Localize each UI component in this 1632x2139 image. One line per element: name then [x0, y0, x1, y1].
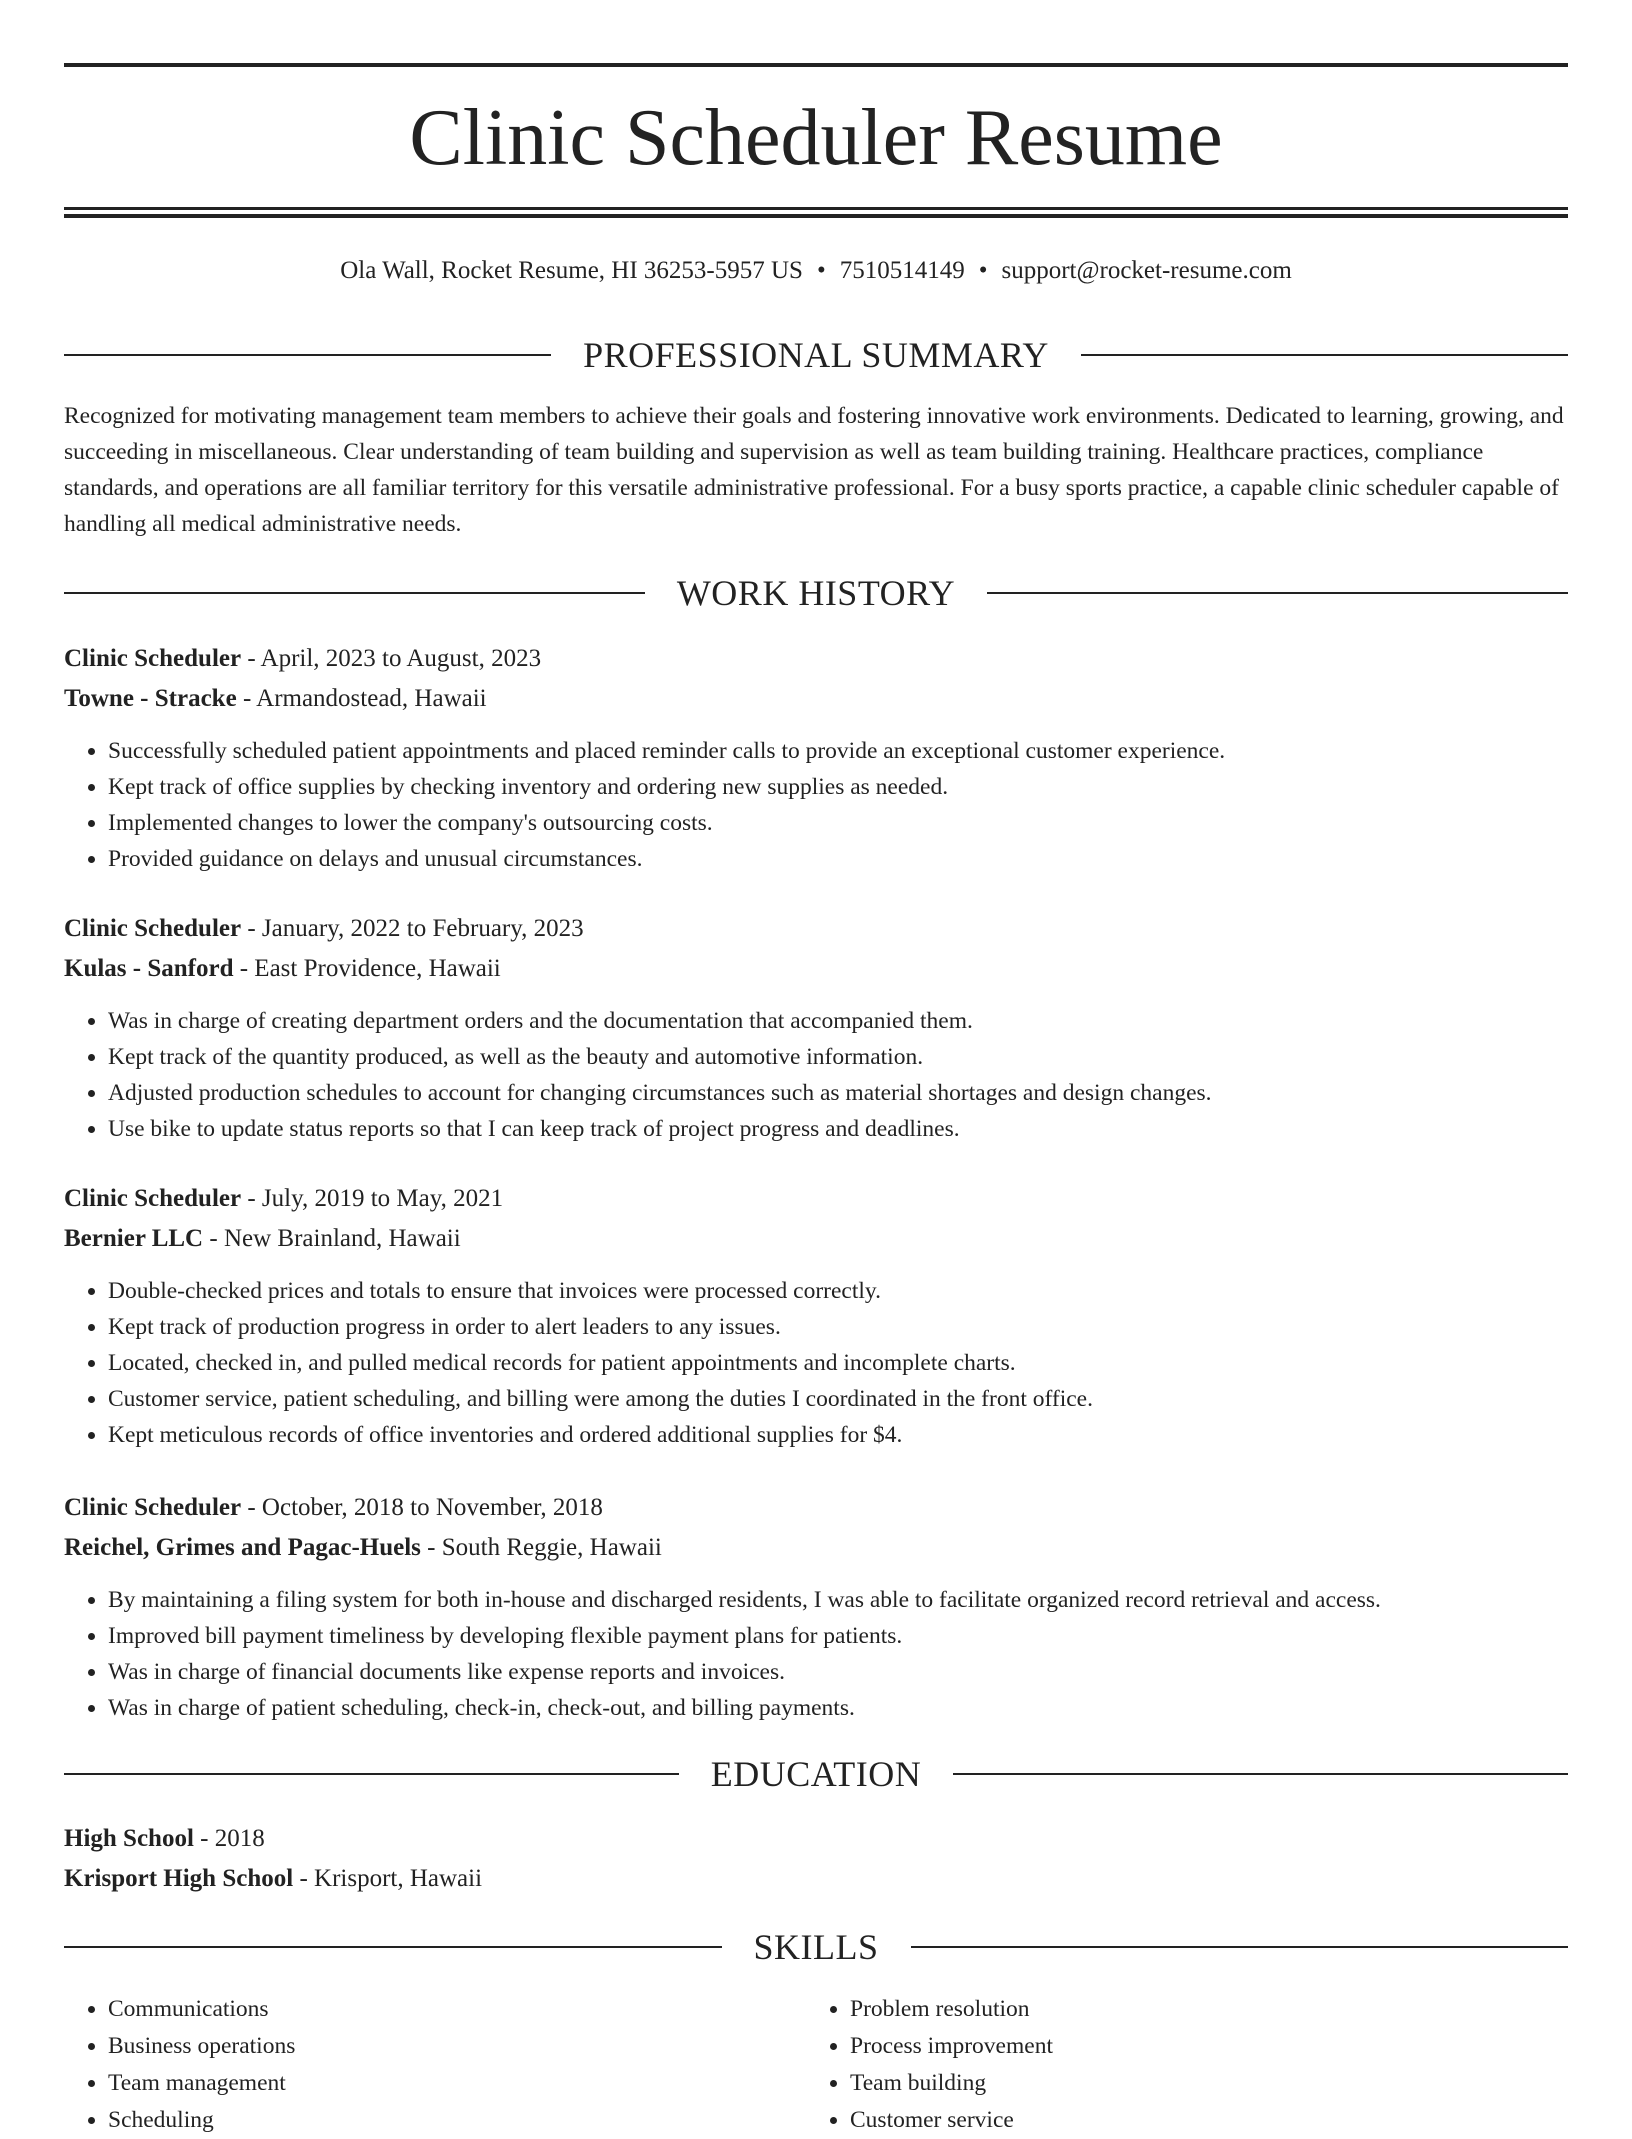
list-item: • Kept track of production progress in order to alert leaders to any issues.: [108, 1309, 1568, 1345]
job-entry: [64, 1488, 1568, 1726]
section-title-skills: SKILLS: [753, 1927, 879, 1967]
job-title-line: [64, 909, 1568, 949]
section-header-work: [64, 571, 1568, 615]
job-bullets: [64, 1582, 1568, 1726]
resume-title: Clinic Scheduler Resume: [409, 94, 1223, 182]
job-title-line: [64, 1488, 1568, 1528]
section-title-work: WORK HISTORY: [676, 573, 956, 613]
contact-separator: •: [978, 257, 988, 284]
list-item: • Adjusted production schedules to account for changing circumstances such as material shortages and design changes.: [108, 1075, 1568, 1111]
education-degree-line: [64, 1819, 1568, 1859]
list-item: • Improved bill payment timeliness by developing flexible payment plans for patients.: [108, 1618, 1568, 1654]
job-title: Clinic Scheduler: [64, 645, 242, 672]
job-company: Reichel, Grimes and Pagac-Huels: [64, 1534, 421, 1561]
section-title-summary: PROFESSIONAL SUMMARY: [583, 335, 1049, 375]
divider: [1081, 354, 1568, 356]
summary-text: Recognized for motivating management team members to achieve their goals and fostering innovative work environments. Dedicated to learning, growing, and succeeding in miscellaneous. Clear understanding of team building and supervision as well as team building training. Healthcare practices, compliance standards, and operations are all familiar territory for this versatile administrative professional. For a busy sports practice, a capable clinic scheduler capable of handling all medical administrative needs.: [64, 403, 1564, 537]
list-item: • Kept meticulous records of office inventories and ordered additional supplies for $4.: [108, 1417, 1568, 1453]
list-item: • Communications: [108, 1991, 806, 2028]
job-title: Clinic Scheduler: [64, 1494, 242, 1521]
job-location: - South Reggie, Hawaii: [420, 1534, 662, 1561]
contact-separator: •: [816, 257, 826, 284]
education-entry: [64, 1819, 1568, 1899]
skills-list: [64, 1991, 1568, 2139]
contact-line: [64, 253, 1568, 289]
section-header-skills: [64, 1925, 1568, 1969]
contact-email: support@rocket-resume.com: [1001, 257, 1292, 284]
job-dates: - January, 2022 to February, 2023: [241, 915, 584, 942]
job-company-line: [64, 949, 1568, 989]
job-title-line: [64, 639, 1568, 679]
contact-address: Ola Wall, Rocket Resume, HI 36253-5957 US: [340, 257, 803, 284]
job-location: - New Brainland, Hawaii: [203, 1225, 461, 1252]
education-year: - 2018: [193, 1825, 265, 1852]
list-item: • Located, checked in, and pulled medical records for patient appointments and incomplete charts.: [108, 1345, 1568, 1381]
divider: [911, 1946, 1569, 1948]
title-double-rule: [64, 207, 1568, 218]
list-item: • Use bike to update status reports so that I can keep track of project progress and deadlines.: [108, 1111, 1568, 1147]
list-item: • Problem resolution: [850, 1991, 1548, 2028]
list-item: • Provided guidance on delays and unusual circumstances.: [108, 841, 1568, 877]
list-item: • Team management: [108, 2065, 806, 2102]
list-item: • Successfully scheduled patient appointments and placed reminder calls to provide an exceptional customer experience.: [108, 733, 1568, 769]
job-company-line: [64, 1528, 1568, 1568]
list-item: • Was in charge of patient scheduling, check-in, check-out, and billing payments.: [108, 1690, 1568, 1726]
job-company: Kulas - Sanford: [64, 955, 234, 982]
section-title-education: EDUCATION: [710, 1754, 922, 1794]
job-entry: [64, 1179, 1568, 1453]
education-school: Krisport High School: [64, 1865, 294, 1892]
list-item: • Team building: [850, 2065, 1548, 2102]
job-title: Clinic Scheduler: [64, 915, 242, 942]
section-header-education: [64, 1752, 1568, 1796]
job-company-line: [64, 679, 1568, 719]
job-bullets: [64, 1273, 1568, 1453]
divider: [64, 354, 551, 356]
skills-column-right: [806, 1991, 1548, 2139]
job-location: - Armandostead, Hawaii: [236, 685, 487, 712]
list-item: • By maintaining a filing system for both in-house and discharged residents, I was able to facilitate organized record retrieval and access.: [108, 1582, 1568, 1618]
job-title: Clinic Scheduler: [64, 1185, 242, 1212]
divider: [64, 592, 645, 594]
education-degree: High School: [64, 1825, 194, 1852]
job-entry: [64, 909, 1568, 1147]
job-dates: - July, 2019 to May, 2021: [241, 1185, 504, 1212]
job-entry: [64, 639, 1568, 877]
list-item: • Was in charge of financial documents like expense reports and invoices.: [108, 1654, 1568, 1690]
list-item: • Scheduling: [108, 2102, 806, 2139]
job-dates: - October, 2018 to November, 2018: [241, 1494, 603, 1521]
education-location: - Krisport, Hawaii: [293, 1865, 483, 1892]
divider: [64, 1946, 722, 1948]
list-item: • Kept track of office supplies by checking inventory and ordering new supplies as needed.: [108, 769, 1568, 805]
list-item: • Customer service: [850, 2102, 1548, 2139]
section-header-summary: [64, 333, 1568, 377]
divider: [64, 1773, 679, 1775]
skills-column-left: [64, 1991, 806, 2139]
job-location: - East Providence, Hawaii: [233, 955, 501, 982]
job-company: Bernier LLC: [64, 1225, 204, 1252]
list-item: • Process improvement: [850, 2028, 1548, 2065]
job-bullets: [64, 733, 1568, 877]
list-item: • Kept track of the quantity produced, as well as the beauty and automotive information.: [108, 1039, 1568, 1075]
divider: [953, 1773, 1568, 1775]
top-rule: [64, 63, 1568, 67]
job-title-line: [64, 1179, 1568, 1219]
contact-phone: 7510514149: [839, 257, 965, 284]
education-school-line: [64, 1859, 1568, 1899]
list-item: • Implemented changes to lower the company's outsourcing costs.: [108, 805, 1568, 841]
list-item: • Was in charge of creating department orders and the documentation that accompanied them.: [108, 1003, 1568, 1039]
divider: [987, 592, 1568, 594]
job-company: Towne - Stracke: [64, 685, 237, 712]
list-item: • Customer service, patient scheduling, and billing were among the duties I coordinated in the front office.: [108, 1381, 1568, 1417]
job-dates: - April, 2023 to August, 2023: [241, 645, 542, 672]
list-item: • Business operations: [108, 2028, 806, 2065]
job-company-line: [64, 1219, 1568, 1259]
list-item: • Double-checked prices and totals to ensure that invoices were processed correctly.: [108, 1273, 1568, 1309]
job-bullets: [64, 1003, 1568, 1147]
